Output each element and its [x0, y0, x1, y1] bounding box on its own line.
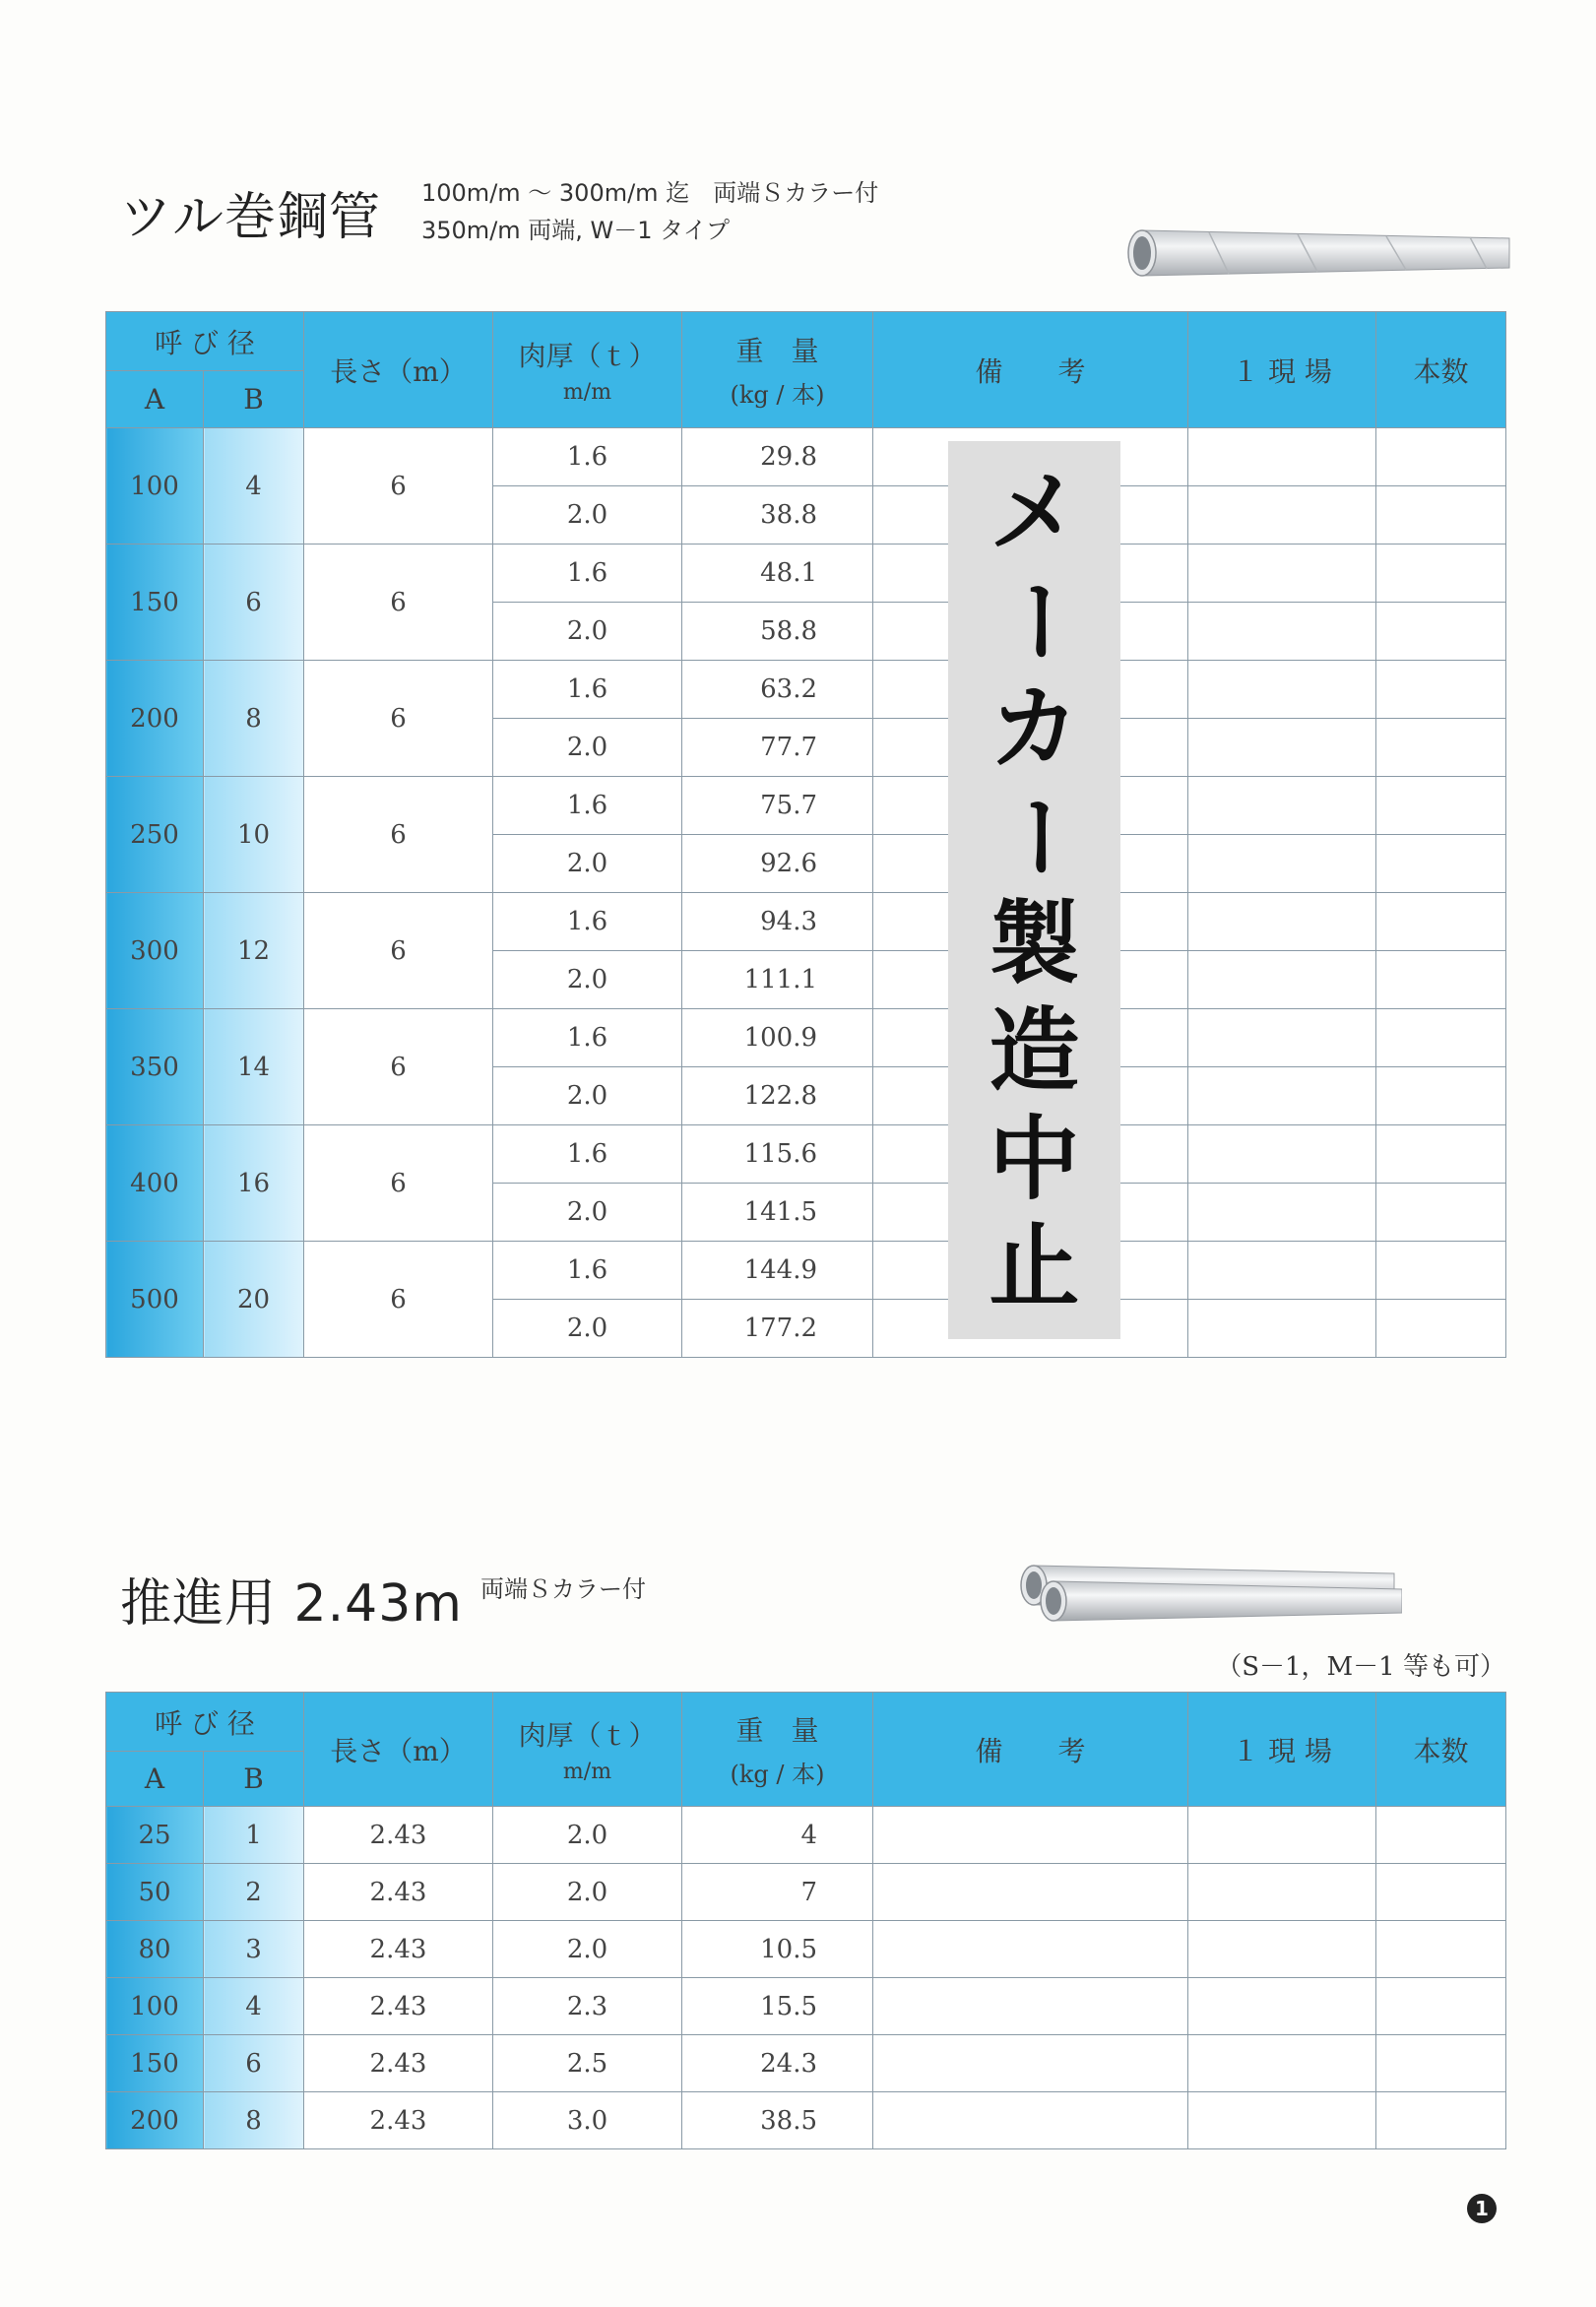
table-row — [106, 428, 1506, 486]
section1-note-line1: 100m/m ～ 300m/m 迄 両端Ｓカラー付 — [421, 179, 879, 207]
cell-weight: 29.8 — [682, 428, 873, 486]
cell-b: 16 — [204, 1125, 304, 1242]
cell-length: 2.43 — [304, 1978, 493, 2035]
cell-length: 2.43 — [304, 1807, 493, 1864]
cell-b: 1 — [204, 1807, 304, 1864]
cell-b: 10 — [204, 777, 304, 893]
table-row — [106, 545, 1506, 603]
cell-a: 80 — [106, 1921, 204, 1978]
header-thickness-label: 肉厚（ｔ） — [518, 340, 657, 372]
cell-thickness: 1.6 — [493, 893, 682, 951]
header-weight — [682, 312, 873, 428]
cell-weight: 122.8 — [682, 1067, 873, 1125]
cell-site — [1188, 1300, 1376, 1358]
cell-count — [1376, 2092, 1506, 2149]
header-weight-unit: (kg / 本) — [730, 1761, 825, 1788]
cell-a: 250 — [106, 777, 204, 893]
table-row — [106, 1807, 1506, 1864]
cell-site — [1188, 1807, 1376, 1864]
table-row — [106, 1864, 1506, 1921]
jacking-pipe-table — [105, 1692, 1506, 2149]
header-length: 長さ（m） — [304, 312, 493, 428]
stamp-char: 造 — [989, 998, 1080, 1105]
cell-site — [1188, 2035, 1376, 2092]
header-weight-label: 重 量 — [735, 1714, 819, 1747]
cell-weight: 177.2 — [682, 1300, 873, 1358]
cell-a: 100 — [106, 428, 204, 545]
cell-weight: 38.5 — [682, 2092, 873, 2149]
cell-count — [1376, 486, 1506, 545]
cell-a: 150 — [106, 545, 204, 661]
cell-site — [1188, 486, 1376, 545]
cell-weight: 58.8 — [682, 603, 873, 661]
cell-a: 400 — [106, 1125, 204, 1242]
stamp-char: 中 — [989, 1106, 1080, 1212]
cell-thickness: 1.6 — [493, 661, 682, 719]
spiral-pipe-image — [1120, 224, 1514, 282]
stamp-char: メ — [989, 459, 1080, 565]
header-weight-unit: (kg / 本) — [730, 381, 825, 409]
cell-remarks — [873, 1807, 1188, 1864]
header-a: A — [106, 371, 204, 428]
cell-weight: 141.5 — [682, 1184, 873, 1242]
cell-length: 2.43 — [304, 2035, 493, 2092]
cell-thickness: 1.6 — [493, 777, 682, 835]
cell-thickness: 2.0 — [493, 1300, 682, 1358]
cell-count — [1376, 1125, 1506, 1184]
cell-a: 200 — [106, 661, 204, 777]
header-thickness-unit: m/m — [562, 1760, 612, 1784]
cell-a: 50 — [106, 1864, 204, 1921]
cell-length: 6 — [304, 893, 493, 1009]
cell-count — [1376, 777, 1506, 835]
cell-weight: 38.8 — [682, 486, 873, 545]
section2-alt-note: （S－1，M－1 等も可） — [1216, 1652, 1505, 1682]
cell-count — [1376, 1184, 1506, 1242]
cell-thickness: 2.0 — [493, 486, 682, 545]
cell-b: 12 — [204, 893, 304, 1009]
cell-weight: 94.3 — [682, 893, 873, 951]
cell-thickness: 2.0 — [493, 951, 682, 1009]
header-b: B — [204, 371, 304, 428]
cell-count — [1376, 603, 1506, 661]
stamp-char: ー — [982, 575, 1088, 667]
cell-weight: 7 — [682, 1864, 873, 1921]
cell-length: 6 — [304, 545, 493, 661]
header-count: 本数 — [1376, 1693, 1506, 1807]
cell-thickness: 2.0 — [493, 835, 682, 893]
cell-length: 2.43 — [304, 1921, 493, 1978]
cell-site — [1188, 1242, 1376, 1300]
cell-site — [1188, 428, 1376, 486]
page-number: 1 — [1467, 2194, 1497, 2223]
cell-a: 100 — [106, 1978, 204, 2035]
cell-length: 6 — [304, 1009, 493, 1125]
table-row — [106, 2035, 1506, 2092]
cell-remarks — [873, 1921, 1188, 1978]
cell-count — [1376, 2035, 1506, 2092]
cell-remarks — [873, 1978, 1188, 2035]
cell-weight: 63.2 — [682, 661, 873, 719]
cell-site — [1188, 835, 1376, 893]
cell-site — [1188, 1978, 1376, 2035]
cell-b: 20 — [204, 1242, 304, 1358]
cell-length: 6 — [304, 777, 493, 893]
cell-count — [1376, 1067, 1506, 1125]
cell-thickness: 2.5 — [493, 2035, 682, 2092]
cell-a: 500 — [106, 1242, 204, 1358]
cell-count — [1376, 951, 1506, 1009]
header-weight-label: 重 量 — [735, 335, 819, 367]
cell-b: 2 — [204, 1864, 304, 1921]
table-row — [106, 661, 1506, 719]
stamp-char: ー — [982, 791, 1088, 882]
cell-thickness: 2.0 — [493, 1921, 682, 1978]
jacking-pipe-image — [1012, 1560, 1402, 1623]
cell-a: 200 — [106, 2092, 204, 2149]
cell-weight: 24.3 — [682, 2035, 873, 2092]
stamp-char: カ — [989, 674, 1080, 781]
header-site: １ 現 場 — [1188, 1693, 1376, 1807]
cell-site — [1188, 2092, 1376, 2149]
cell-thickness: 1.6 — [493, 545, 682, 603]
cell-site — [1188, 1067, 1376, 1125]
table-row — [106, 893, 1506, 951]
cell-thickness: 1.6 — [493, 1125, 682, 1184]
header-thickness — [493, 1693, 682, 1807]
cell-count — [1376, 661, 1506, 719]
cell-count — [1376, 1978, 1506, 2035]
header-thickness-label: 肉厚（ｔ） — [518, 1719, 657, 1752]
cell-thickness: 2.3 — [493, 1978, 682, 2035]
cell-weight: 10.5 — [682, 1921, 873, 1978]
cell-count — [1376, 893, 1506, 951]
header-count: 本数 — [1376, 312, 1506, 428]
cell-length: 6 — [304, 1125, 493, 1242]
cell-a: 300 — [106, 893, 204, 1009]
cell-site — [1188, 951, 1376, 1009]
cell-weight: 15.5 — [682, 1978, 873, 2035]
cell-count — [1376, 1009, 1506, 1067]
cell-b: 6 — [204, 2035, 304, 2092]
cell-count — [1376, 1864, 1506, 1921]
cell-remarks — [873, 2092, 1188, 2149]
cell-thickness: 2.0 — [493, 1184, 682, 1242]
cell-count — [1376, 545, 1506, 603]
cell-remarks — [873, 1864, 1188, 1921]
header-site: １ 現 場 — [1188, 312, 1376, 428]
cell-weight: 100.9 — [682, 1009, 873, 1067]
header-b: B — [204, 1752, 304, 1807]
cell-site — [1188, 1184, 1376, 1242]
stamp-char: 止 — [989, 1214, 1080, 1320]
cell-count — [1376, 719, 1506, 777]
cell-a: 25 — [106, 1807, 204, 1864]
cell-length: 6 — [304, 1242, 493, 1358]
table-row — [106, 1978, 1506, 2035]
header-remarks: 備 考 — [873, 312, 1188, 428]
cell-weight: 144.9 — [682, 1242, 873, 1300]
cell-site — [1188, 893, 1376, 951]
cell-site — [1188, 1125, 1376, 1184]
cell-thickness: 1.6 — [493, 1009, 682, 1067]
cell-site — [1188, 603, 1376, 661]
section1-note-line2: 350m/m 両端, W－1 タイプ — [421, 217, 730, 244]
table-row — [106, 2092, 1506, 2149]
header-nominal-diameter: 呼 び 径 — [106, 312, 304, 371]
cell-count — [1376, 1300, 1506, 1358]
cell-site — [1188, 545, 1376, 603]
table-row — [106, 1125, 1506, 1184]
cell-count — [1376, 428, 1506, 486]
cell-thickness: 1.6 — [493, 428, 682, 486]
cell-b: 14 — [204, 1009, 304, 1125]
header-thickness — [493, 312, 682, 428]
cell-b: 8 — [204, 661, 304, 777]
cell-thickness: 2.0 — [493, 1864, 682, 1921]
header-length: 長さ（m） — [304, 1693, 493, 1807]
stamp-char: 製 — [989, 890, 1080, 996]
cell-thickness: 3.0 — [493, 2092, 682, 2149]
cell-site — [1188, 719, 1376, 777]
cell-thickness: 2.0 — [493, 1067, 682, 1125]
cell-b: 4 — [204, 1978, 304, 2035]
cell-weight: 115.6 — [682, 1125, 873, 1184]
spiral-pipe-table — [105, 311, 1506, 1358]
cell-site — [1188, 777, 1376, 835]
cell-count — [1376, 1921, 1506, 1978]
cell-weight: 75.7 — [682, 777, 873, 835]
cell-b: 8 — [204, 2092, 304, 2149]
discontinued-stamp — [948, 441, 1120, 1339]
cell-remarks — [873, 2035, 1188, 2092]
cell-b: 6 — [204, 545, 304, 661]
header-nominal-diameter: 呼 び 径 — [106, 1693, 304, 1752]
cell-b: 4 — [204, 428, 304, 545]
section1-title: ツル巻鋼管 — [120, 188, 382, 247]
cell-count — [1376, 835, 1506, 893]
cell-thickness: 2.0 — [493, 1807, 682, 1864]
cell-site — [1188, 1921, 1376, 1978]
cell-length: 6 — [304, 661, 493, 777]
cell-thickness: 1.6 — [493, 1242, 682, 1300]
section2-title: 推進用 2.43m — [120, 1574, 463, 1634]
table-row — [106, 1921, 1506, 1978]
header-weight — [682, 1693, 873, 1807]
cell-weight: 92.6 — [682, 835, 873, 893]
cell-length: 2.43 — [304, 1864, 493, 1921]
cell-weight: 111.1 — [682, 951, 873, 1009]
cell-weight: 77.7 — [682, 719, 873, 777]
cell-count — [1376, 1242, 1506, 1300]
header-remarks: 備 考 — [873, 1693, 1188, 1807]
header-a: A — [106, 1752, 204, 1807]
cell-site — [1188, 661, 1376, 719]
cell-site — [1188, 1864, 1376, 1921]
cell-thickness: 2.0 — [493, 719, 682, 777]
table-row — [106, 777, 1506, 835]
cell-length: 6 — [304, 428, 493, 545]
cell-site — [1188, 1009, 1376, 1067]
cell-thickness: 2.0 — [493, 603, 682, 661]
cell-a: 150 — [106, 2035, 204, 2092]
table-row — [106, 1009, 1506, 1067]
section2-note: 両端Ｓカラー付 — [480, 1575, 646, 1603]
cell-length: 2.43 — [304, 2092, 493, 2149]
cell-weight: 4 — [682, 1807, 873, 1864]
table-row — [106, 1242, 1506, 1300]
cell-a: 350 — [106, 1009, 204, 1125]
cell-b: 3 — [204, 1921, 304, 1978]
header-thickness-unit: m/m — [562, 380, 612, 405]
cell-count — [1376, 1807, 1506, 1864]
cell-weight: 48.1 — [682, 545, 873, 603]
